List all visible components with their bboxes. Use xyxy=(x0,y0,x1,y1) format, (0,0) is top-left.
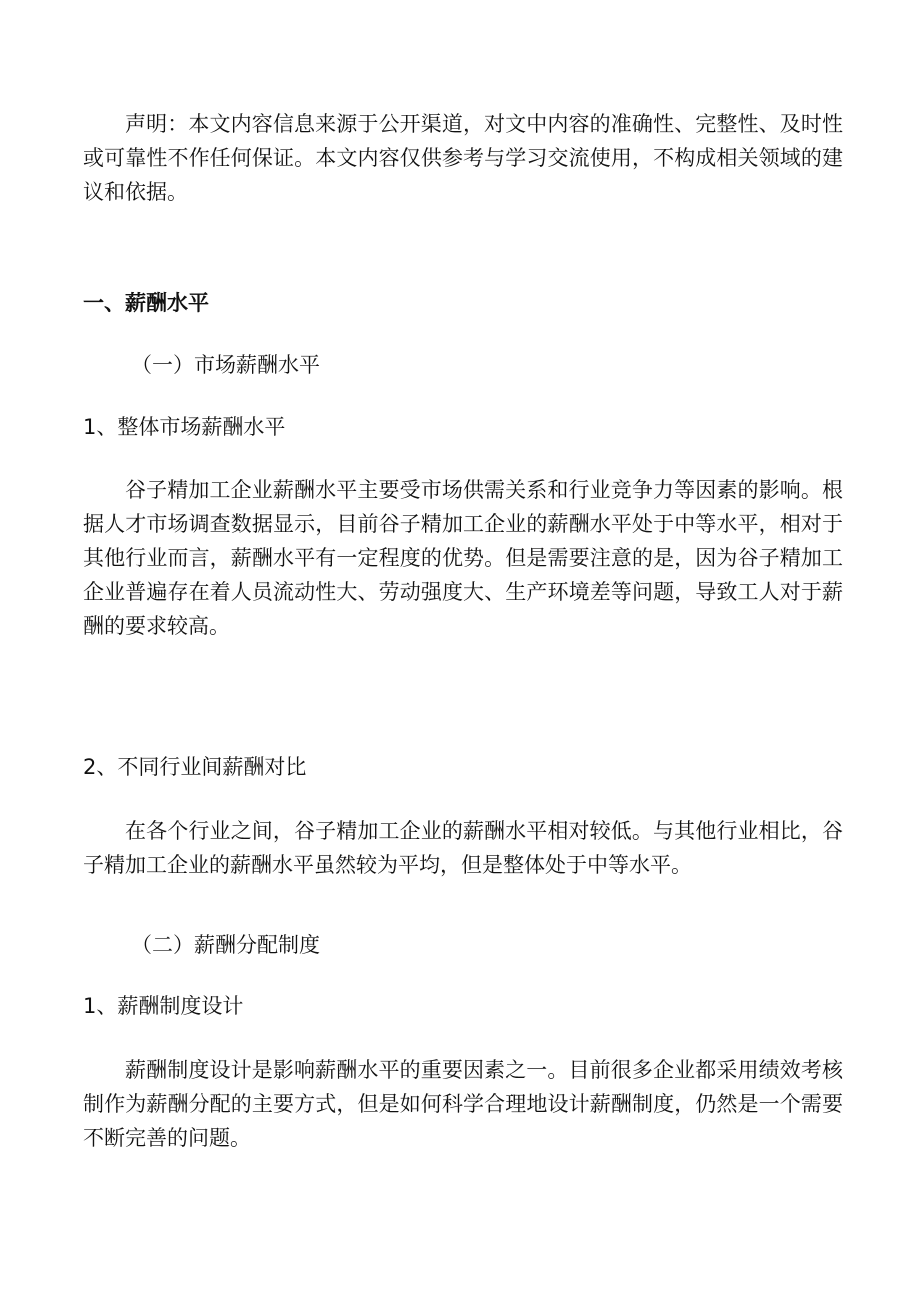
disclaimer-paragraph: 声明：本文内容信息来源于公开渠道，对文中内容的准确性、完整性、及时性或可靠性不作任何保证。本文内容仅供参考与学习交流使用，不构成相关领域的建议和依据。 xyxy=(83,112,843,204)
body-paragraph: 薪酬制度设计是影响薪酬水平的重要因素之一。目前很多企业都采用绩效考核制作为薪酬分配的主要方式，但是如何科学合理地设计薪酬制度，仍然是一个需要不断完善的问题。 xyxy=(83,1058,843,1150)
section-heading: 一、薪酬水平 xyxy=(83,291,209,315)
item-heading: 1、整体市场薪酬水平 xyxy=(83,415,286,439)
item-heading: 2、不同行业间薪酬对比 xyxy=(83,755,307,779)
subsection-heading: （一）市场薪酬水平 xyxy=(131,353,320,377)
subsection-heading: （二）薪酬分配制度 xyxy=(131,933,320,957)
body-paragraph: 在各个行业之间，谷子精加工企业的薪酬水平相对较低。与其他行业相比，谷子精加工企业的薪酬水平虽然较为平均，但是整体处于中等水平。 xyxy=(83,819,843,877)
item-heading: 1、薪酬制度设计 xyxy=(83,994,244,1018)
body-paragraph: 谷子精加工企业薪酬水平主要受市场供需关系和行业竞争力等因素的影响。根据人才市场调查数据显示，目前谷子精加工企业的薪酬水平处于中等水平，相对于其他行业而言，薪酬水平有一定程度的优势。但是需要注意的是，因为谷子精加工企业普遍存在着人员流动性大、劳动强度大、生产环境差等问题，导致工人对于薪酬的要求较高。 xyxy=(83,478,843,638)
